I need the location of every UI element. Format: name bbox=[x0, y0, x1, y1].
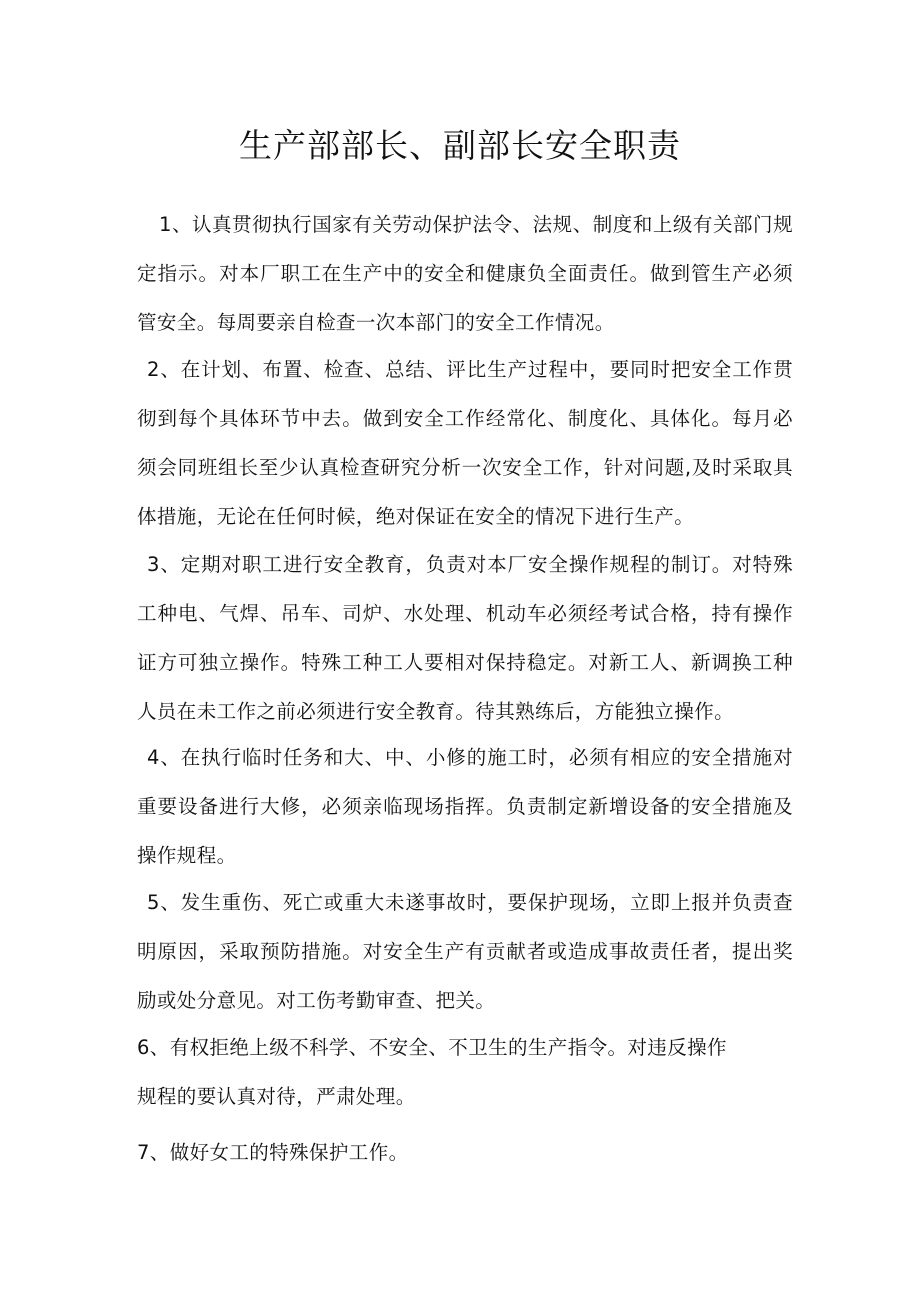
duty-item-4: 4、在执行临时任务和大、中、小修的施工时，必须有相应的安全措施对重要设备进行大修，必须亲临现场指挥。负责制定新增设备的安全措施及操作规程。 bbox=[137, 746, 793, 867]
duty-item-7: 7、做好女工的特殊保护工作。 bbox=[137, 1141, 409, 1164]
duty-item-6-line-1: 6、有权拒绝上级不科学、不安全、不卫生的生产指令。对违反操作 bbox=[137, 1036, 727, 1059]
duty-item-2: 2、在计划、布置、检查、总结、评比生产过程中，要同时把安全工作贯彻到每个具体环节中去。做到安全工作经常化、制度化、具体化。每月必须会同班组长至少认真检查研究分析一次安全工作，针对问题,及时采取具体措施，无论在任何时候，绝对保证在安全的情况下进行生产。 bbox=[137, 358, 793, 528]
duty-item-3: 3、定期对职工进行安全教育，负责对本厂安全操作规程的制订。对特殊工种电、气焊、吊车、司炉、水处理、机动车必须经考试合格，持有操作证方可独立操作。特殊工种工人要相对保持稳定。对新工人、新调换工种人员在未工作之前必须进行安全教育。待其熟练后，方能独立操作。 bbox=[137, 553, 793, 723]
duty-item-1: 1、认真贯彻执行国家有关劳动保护法令、法规、制度和上级有关部门规定指示。对本厂职工在生产中的安全和健康负全面责任。做到管生产必须管安全。每周要亲自检查一次本部门的安全工作情况。 bbox=[137, 213, 793, 334]
duty-item-6-line-2: 规程的要认真对待，严肃处理。 bbox=[137, 1085, 416, 1108]
duty-item-5: 5、发生重伤、死亡或重大未遂事故时，要保护现场，立即上报并负责查明原因，采取预防措施。对安全生产有贡献者或造成事故责任者，提出奖励或处分意见。对工伤考勤审查、把关。 bbox=[137, 891, 793, 1012]
document-title: 生产部部长、副部长安全职责 bbox=[239, 126, 681, 165]
